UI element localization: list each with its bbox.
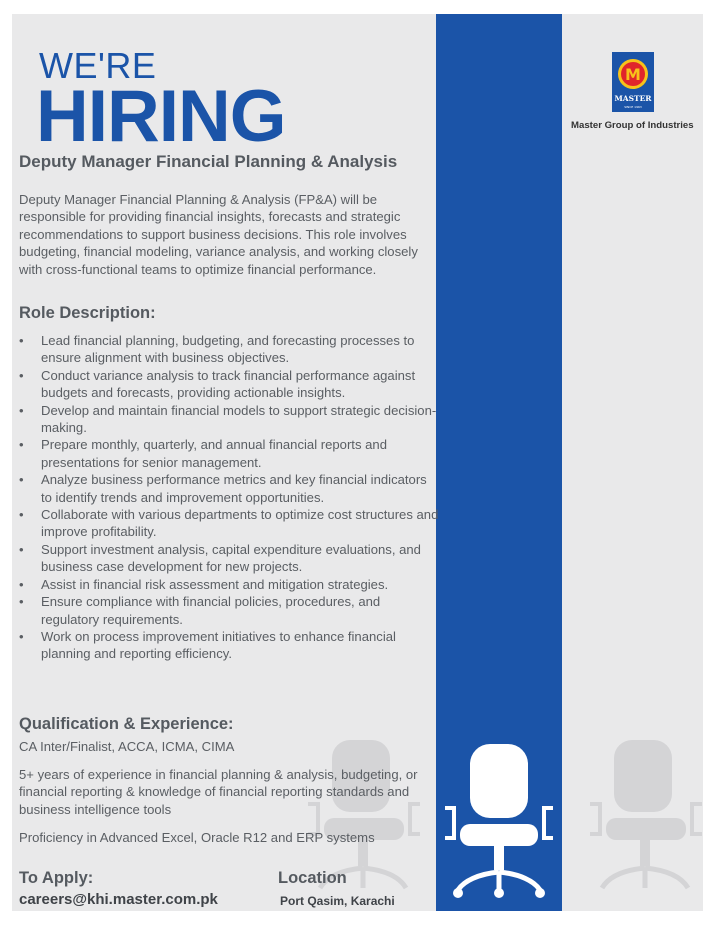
- company-name: Master Group of Industries: [571, 120, 694, 131]
- job-intro: Deputy Manager Financial Planning & Analysis (FP&A) will be responsible for providing financial insights, forecasts and strategic recommendations to support business decisions. This role involves budgeting, financial modeling, variance analysis, and working closely with cross-functional teams to optimize financial performance.: [19, 192, 418, 277]
- list-item: • Prepare monthly, quarterly, and annual financial reports and presentations for senior management.: [17, 436, 441, 471]
- qualification-degrees: CA Inter/Finalist, ACCA, ICMA, CIMA: [19, 739, 235, 754]
- list-item: • Assist in financial risk assessment and mitigation strategies.: [17, 576, 441, 593]
- logo-tagline: SINCE 1963: [624, 105, 642, 109]
- apply-email-link[interactable]: careers@khi.master.com.pk: [19, 891, 218, 908]
- role-list: [17, 332, 441, 663]
- list-item: • Work on process improvement initiatives to enhance financial planning and reporting efficiency.: [17, 628, 441, 663]
- were-heading: WE'RE: [39, 45, 157, 86]
- list-item: • Ensure compliance with financial policies, procedures, and regulatory requirements.: [17, 593, 441, 628]
- role-description-heading: Role Description:: [19, 304, 156, 322]
- faded-chair-right-icon: [584, 736, 703, 896]
- office-chair-icon: [438, 740, 560, 900]
- master-logo-icon: [612, 52, 654, 112]
- list-item: • Lead financial planning, budgeting, and forecasting processes to ensure alignment with business objectives.: [17, 332, 441, 367]
- job-poster: [12, 14, 703, 911]
- list-item: • Conduct variance analysis to track financial performance against budgets and forecasts, providing actionable insights.: [17, 367, 441, 402]
- qualification-experience: 5+ years of experience in financial planning & analysis, budgeting, or financial reporting & knowledge of financial reporting standards and business intelligence tools: [19, 767, 418, 817]
- qualification-heading: Qualification & Experience:: [19, 715, 234, 733]
- job-title: Deputy Manager Financial Planning & Analysis: [19, 152, 398, 171]
- to-apply-heading: To Apply:: [19, 869, 94, 887]
- qualification-skills: Proficiency in Advanced Excel, Oracle R12 and ERP systems: [19, 830, 375, 845]
- location-heading: Location: [278, 869, 347, 887]
- list-item: • Support investment analysis, capital expenditure evaluations, and business case development for new projects.: [17, 541, 441, 576]
- list-item: • Collaborate with various departments to optimize cost structures and improve profitability.: [17, 506, 441, 541]
- location-value: Port Qasim, Karachi: [280, 894, 395, 908]
- list-item: • Analyze business performance metrics and key financial indicators to identify trends and improvement opportunities.: [17, 471, 441, 506]
- logo-letter: M: [625, 65, 641, 84]
- hiring-heading: HIRING: [36, 76, 286, 157]
- list-item: • Develop and maintain financial models to support strategic decision-making.: [17, 402, 441, 437]
- logo-brand: MASTER: [614, 94, 652, 103]
